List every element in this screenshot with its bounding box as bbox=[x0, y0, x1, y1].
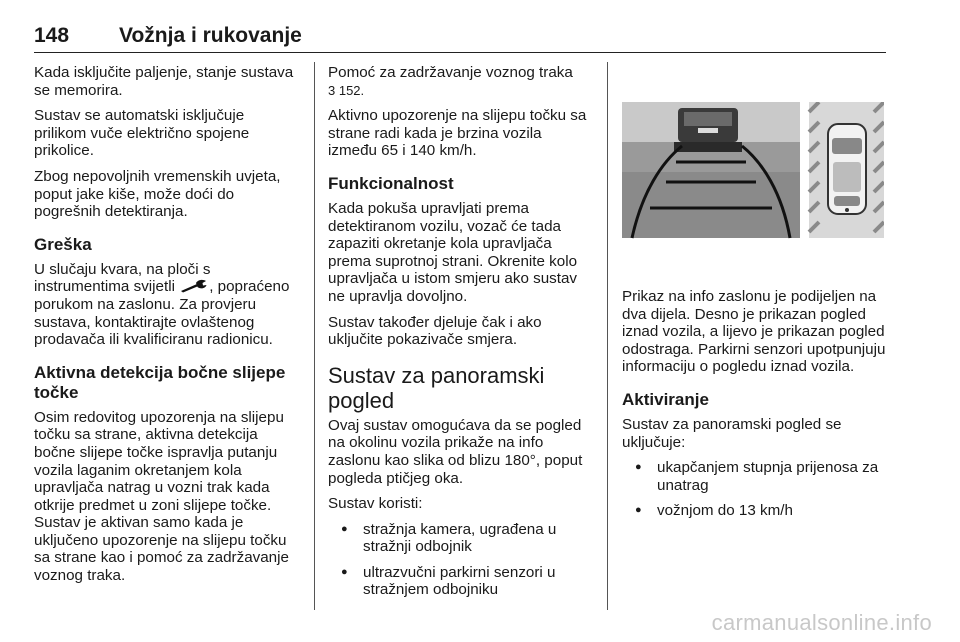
column-right bbox=[622, 64, 888, 528]
paragraph-fault bbox=[34, 261, 300, 349]
column-left bbox=[34, 64, 300, 593]
section-heading-activation: Aktiviranje bbox=[622, 389, 709, 409]
fault-text-b: , bbox=[209, 278, 214, 296]
paragraph-reference bbox=[328, 64, 594, 99]
watermark: carmanualsonline.info bbox=[711, 610, 932, 635]
paragraph: Sustav koristi: bbox=[328, 495, 423, 513]
fault-text-c: popraćeno porukom na zaslonu. Za provjeru sustava, kontaktirajte ovlaštenog prodavača ili kvalificiranu radionicu. bbox=[34, 278, 290, 349]
paragraph: Zbog nepovoljnih vremenskih uvjeta, poput jake kiše, može doći do pogrešnih detektiranja. bbox=[34, 167, 281, 221]
camera-view-image bbox=[622, 102, 884, 242]
list-item: ● ukapčanjem stupnja prijenosa za unatrag bbox=[622, 459, 888, 494]
chapter-title: Vožnja i rukovanje bbox=[119, 24, 302, 47]
reference-text: Pomoć za zadržavanje voznog traka bbox=[328, 64, 573, 81]
bullet-list bbox=[622, 459, 888, 520]
page-reference-link[interactable]: 3 152. bbox=[328, 82, 365, 98]
paragraph: Kada isključite paljenje, stanje sustava se memorira. bbox=[34, 64, 294, 99]
figure-caption: Prikaz na info zaslonu je podijeljen na dva dijela. Desno je prikazan pogled iznad vozila, a lijevo je prikazan pogled odostraga. Parkirni senzori upotpunjuju informaciju o pogledu iznad vozila. bbox=[622, 288, 886, 376]
page-number: 148 bbox=[34, 24, 70, 47]
column-divider bbox=[607, 62, 608, 610]
page-header bbox=[34, 22, 886, 53]
column-middle bbox=[328, 64, 594, 607]
list-item: ● stražnja kamera, ugrađena u stražnji odbojnik bbox=[328, 521, 594, 556]
list-item: ● vožnjom do 13 km/h bbox=[622, 502, 888, 520]
list-item: ● ultrazvučni parkirni senzori u stražnjem odbojniku bbox=[328, 564, 594, 599]
paragraph: Osim redovitog upozorenja na slijepu točku sa strane, aktivna detekcija bočne slijepe točke ispravlja putanju vozila laganim okretanjem kola upravljača natrag u vozni trak kada otkrije predmet u zoni slijepe točke. Sustav je aktivan samo kada je uključeno upozorenje na slijepu točku sa strane kao i pomoć za zadržavanje voznog traka. bbox=[34, 408, 289, 585]
paragraph: Sustav za panoramski pogled se uključuje: bbox=[622, 415, 842, 451]
section-title-panoramic: Sustav za panoramski pogled bbox=[328, 362, 545, 413]
section-heading-active-blind-spot: Aktivna detekcija bočne slijepe točke bbox=[34, 362, 286, 402]
paragraph: Sustav se automatski isključuje prilikom vuče električno spojene prikolice. bbox=[34, 107, 250, 160]
section-heading-functionality: Funkcionalnost bbox=[328, 173, 454, 193]
bullet-list bbox=[328, 521, 594, 599]
paragraph: Ovaj sustav omogućava da se pogled na okolinu vozila prikaže na info zaslonu kao slika od blizu 180°, poput pogleda ptičjeg oka. bbox=[328, 416, 583, 487]
paragraph: Aktivno upozorenje na slijepu točku sa strane radi kada je brzina vozila između 65 i 140 km/h. bbox=[328, 107, 587, 160]
column-divider bbox=[314, 62, 315, 610]
panoramic-view-illustration bbox=[622, 102, 884, 242]
wrench-icon bbox=[179, 279, 209, 293]
section-heading-fault: Greška bbox=[34, 234, 92, 254]
fault-text-a: U slučaju kvara, na ploči s instrumentima svijetli bbox=[34, 260, 211, 296]
paragraph: Kada pokuša upravljati prema detektiranom vozilu, vozač će tada zapaziti okretanje kola upravljača prema suprotnoj strani. Okrenite kolo upravljača u istom smjeru ako sustav ne upravlja dovoljno. bbox=[328, 199, 578, 305]
paragraph: Sustav također djeluje čak i ako uključite pokazivače smjera. bbox=[328, 313, 542, 349]
